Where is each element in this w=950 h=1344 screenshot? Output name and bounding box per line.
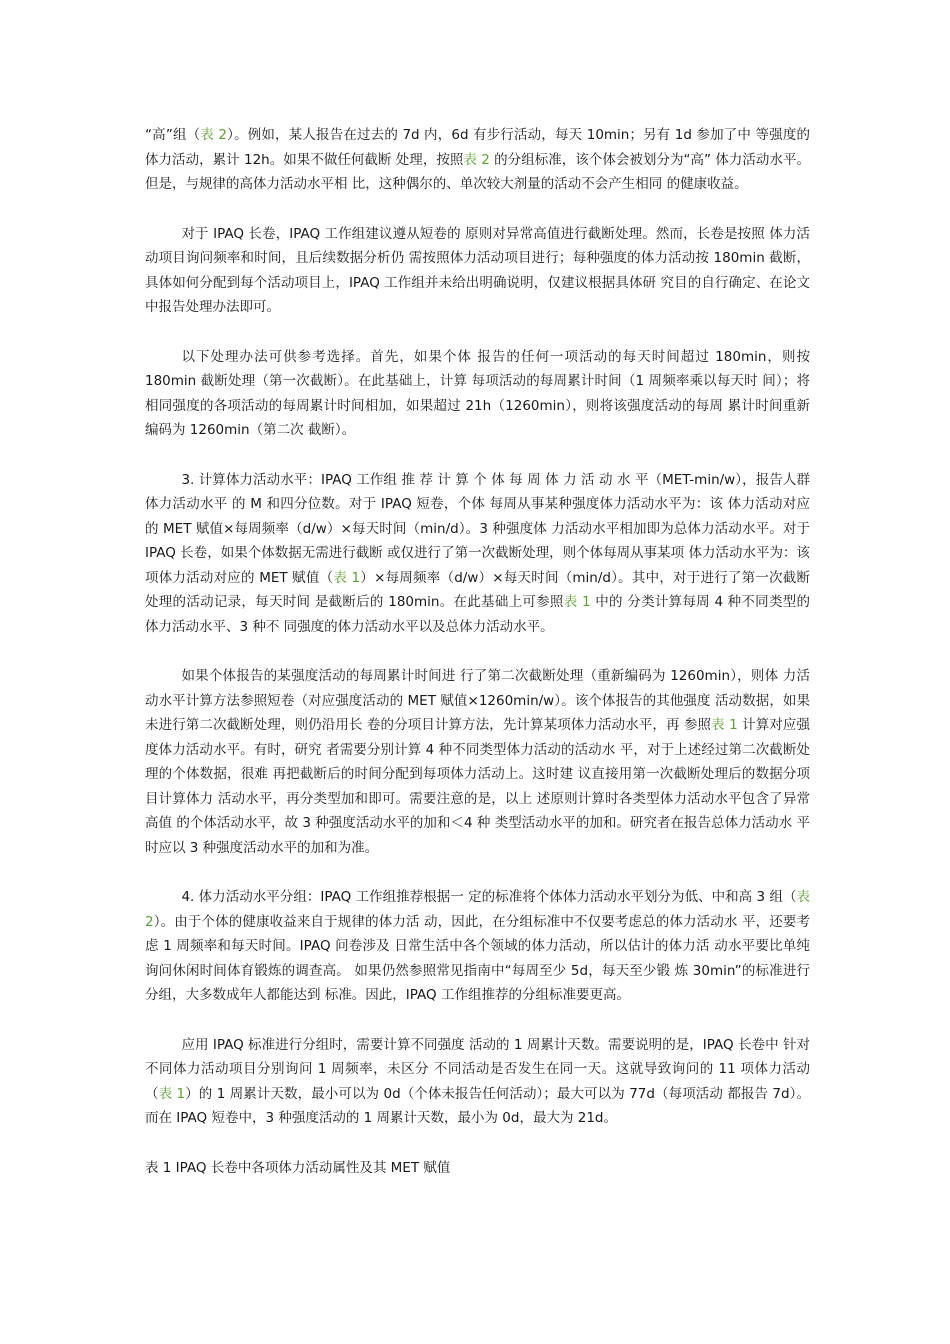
- table-reference-link[interactable]: 表 1: [711, 717, 738, 733]
- table-reference-link[interactable]: 表 1: [563, 594, 591, 610]
- paragraph-text: ）×每周频率（d/w）×每天时间（min/d）。其中，对于进行了第一次截断处理的活动记录，每天时间 是截断后的 180min。在此基础上可参照: [145, 569, 810, 610]
- paragraph-list: [145, 123, 810, 1131]
- paragraph-text: 4. 体力活动水平分组：IPAQ 工作组推荐根据一 定的标准将个体体力活动水平划分为低、中和高 3 组（: [181, 889, 797, 905]
- paragraph: [145, 1033, 810, 1131]
- table-reference-link[interactable]: 表 1: [158, 1085, 186, 1102]
- document-body: [145, 123, 810, 1180]
- paragraph: [145, 345, 810, 443]
- paragraph: [145, 664, 810, 860]
- paragraph-text: 计算对应强度体力活动水平。有时，研究 者需要分别计算 4 种不同类型体力活动的活动水 平，对于上述经过第二次截断处理的个体数据，很难 再把截断后的时间分配到每项体力活动上。这时建 议直接用第一次截断处理后的数据分项目计算体力 活动水平，再分类型加和即可。需要注意的是，以上 述原则计算时各类型体力活动水平包含了异常高值 的个体活动水平，故 3 种强度活动水平的加和＜4 种 类型活动水平的加和。研究者在报告总体力活动水 平时应以 3 种强度活动水平的加和为准。: [145, 717, 810, 856]
- paragraph-text: 如果个体报告的某强度活动的每周累计时间进 行了第二次截断处理（重新编码为 1260min），则体 力活动水平计算方法参照短卷（对应强度活动的 MET 赋值×1260min/w）。该个体报告的其他强度 活动数据，如果未进行第二次截断处理，则仍沿用长 卷的分项目计算方法，先计算某项体力活动水平，再 参照: [145, 668, 810, 733]
- paragraph-text: “高”组（: [145, 127, 201, 143]
- paragraph: [145, 123, 810, 197]
- paragraph: [145, 222, 810, 320]
- table-reference-link[interactable]: 表 2: [463, 151, 490, 168]
- paragraph-text: 对于 IPAQ 长卷，IPAQ 工作组建议遵从短卷的 原则对异常高值进行截断处理。然而，长卷是按照 体力活动项目询问频率和时间，且后续数据分析仍 需按照体力活动项目进行；每种强度的体力活动按 180min 截断，具体如何分配到每个活动项目上，IPAQ 工作组并未给出明确说明，仅建议根据具体研 究目的自行确定、在论文中报告处理办法即可。: [145, 225, 810, 315]
- paragraph: [145, 885, 810, 1008]
- paragraph-text: 以下处理办法可供参考选择。首先，如果个体 报告的任何一项活动的每天时间超过 180min，则按 180min 截断处理（第一次截断）。在此基础上，计算 每项活动的每周累计时间（1 周频率乘以每天时 间）；将相同强度的各项活动的每周累计时间相加，如果超过 21h（1260min），则将该强度活动的每周 累计时间重新编码为 1260min（第二次 截断）。: [145, 348, 810, 438]
- table-caption: 表 1 IPAQ 长卷中各项体力活动属性及其 MET 赋值: [145, 1159, 451, 1176]
- paragraph-text: 的分组标准，该个体会被划分为“高” 体力活动水平。但是，与规律的高体力活动水平相 比，这种偶尔的、单次较大剂量的活动不会产生相同 的健康收益。: [145, 151, 810, 192]
- paragraph-text: ）的 1 周累计天数，最小可以为 0d（个体未报告任何活动）；最大可以为 77d（每项活动 都报告 7d）。而在 IPAQ 短卷中，3 种强度活动的 1 周累计天数，最小为 0d，最大为 21d。: [145, 1085, 811, 1126]
- table-reference-link[interactable]: 表 1: [333, 569, 361, 586]
- paragraph-text: 3. 计算体力活动水平：IPAQ 工作组 推 荐 计 算 个 体 每 周 体 力 活 动 水 平（MET-min/w），报告人群体力活动水平 的 M 和四分位数。对于 IPAQ 短卷，个体 每周从事某种强度体力活动水平为：该 体力活动对应的 MET 赋值×每周频率（d/w）×每天时间（min/d）。3 种强度体 力活动水平相加即为总体力活动水平。对于 IPAQ 长卷，如果个体数据无需进行截断 或仅进行了第一次截断处理，则个体每周从事某项 体力活动水平为：该项体力活动对应的 MET 赋值（: [145, 471, 810, 586]
- table-reference-link[interactable]: 表 2: [200, 127, 227, 143]
- paragraph: [145, 468, 810, 640]
- paragraph-text: ）。例如，某人报告在过去的 7d 内，6d 有步行活动，每天 10min；另有 1d 参加了中 等强度的体力活动，累计 12h。如果不做任何截断 处理，按照: [145, 127, 810, 168]
- paragraph-text: ）。由于个体的健康收益来自于规律的体力活 动，因此，在分组标准中不仅要考虑总的体力活动水 平，还要考虑 1 周频率和每天时间。IPAQ 问卷涉及 日常生活中各个领域的体力活动，所以估计的体力活 动水平要比单纯询问休闲时间体育锻炼的调查高。 如果仍然参照常见指南中“每周至少 5d，每天至少锻 炼 30min”的标准进行分组，大多数成年人都能达到 标准。因此，IPAQ 工作组推荐的分组标准要更高。: [145, 913, 810, 1003]
- paragraph-text: 中的 分类计算每周 4 种不同类型的体力活动水平、3 种不 同强度的体力活动水平以及总体力活动水平。: [145, 594, 810, 635]
- paragraph-text: 应用 IPAQ 标准进行分组时，需要计算不同强度 活动的 1 周累计天数。需要说明的是，IPAQ 长卷中 针对不同体力活动项目分别询问 1 周频率，未区分 不同活动是否发生在同一天。这就导致询问的 11 项体力活动（: [145, 1036, 810, 1102]
- table-reference-link[interactable]: 表 2: [145, 889, 810, 930]
